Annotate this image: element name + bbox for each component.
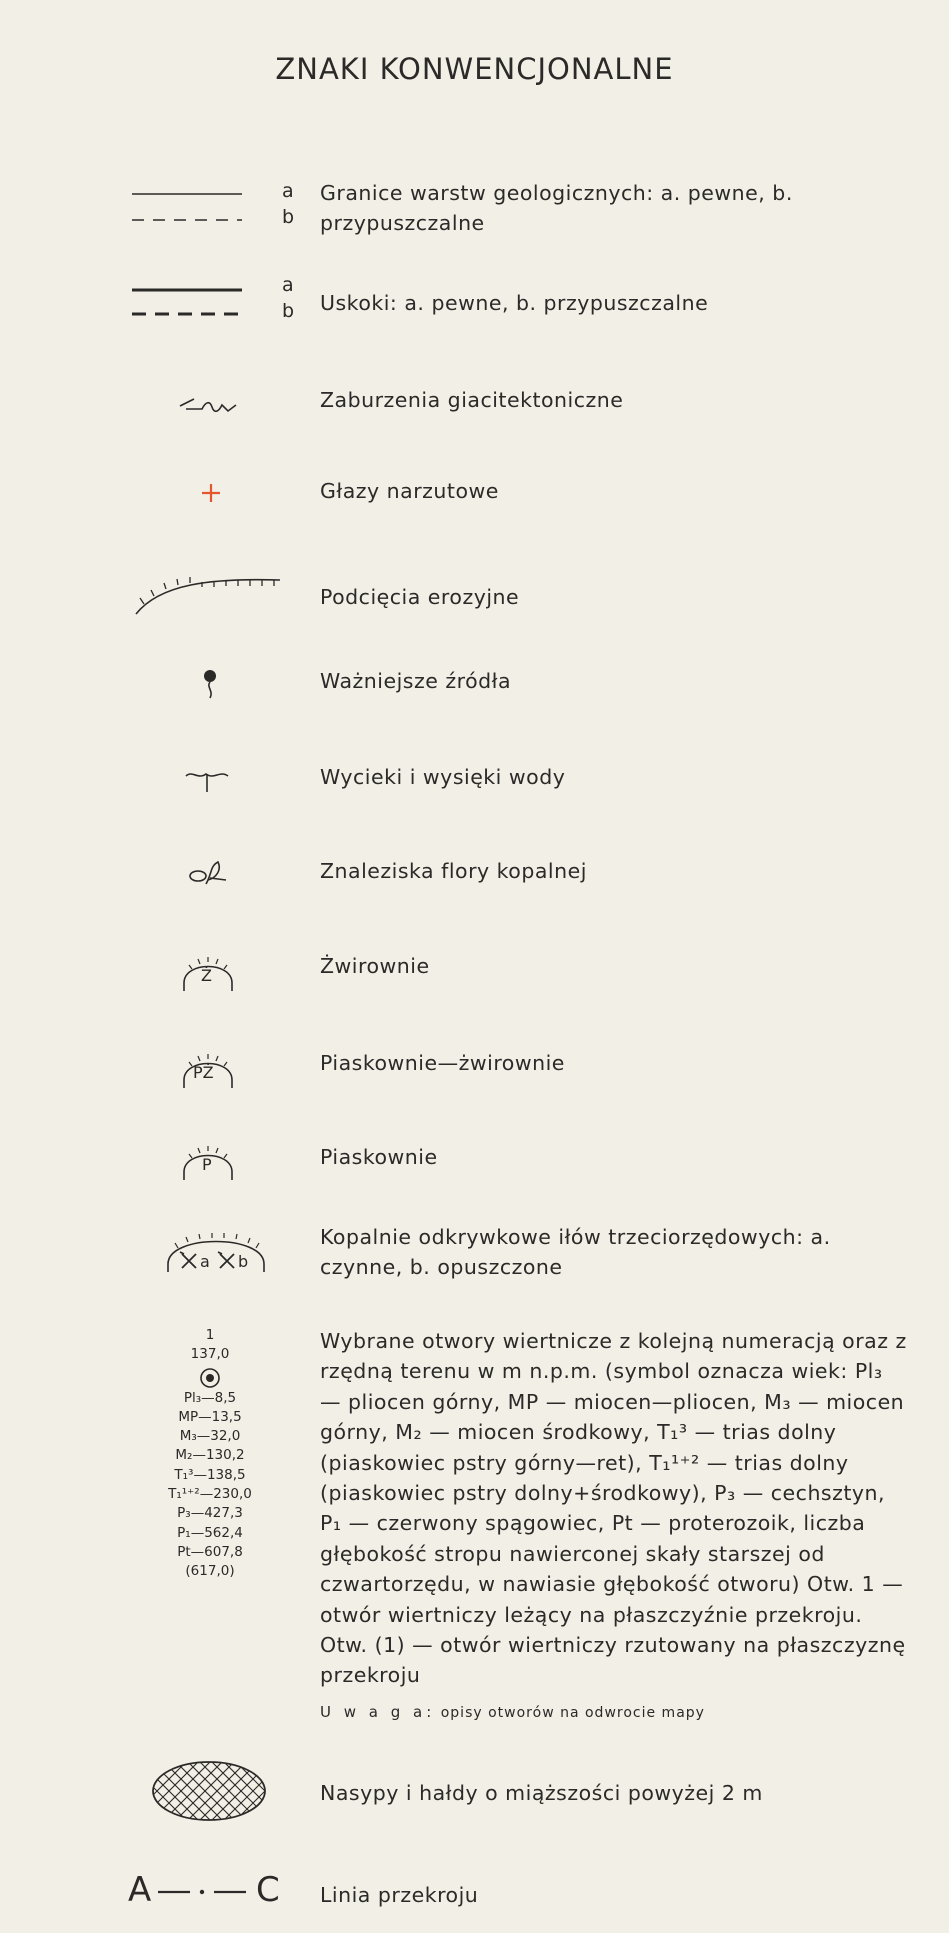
legend-row-sand-pits: [0, 1134, 949, 1184]
borehole-layer: T₁³—138,5: [174, 1466, 246, 1483]
legend-row-gravel-pits: [0, 945, 949, 995]
spring-icon: [200, 668, 220, 702]
section-line-icon: [156, 1880, 256, 1900]
legend-text: Znaleziska flory kopalnej: [320, 859, 587, 883]
legend-text: Linia przekroju: [320, 1883, 479, 1907]
legend-row-flora: [0, 856, 949, 896]
dump-icon: [148, 1758, 270, 1824]
note: [320, 1703, 705, 1721]
borehole-layer: P₃—427,3: [177, 1505, 243, 1522]
legend-row-dumps: [0, 1758, 949, 1828]
section-label-a: A: [128, 1870, 153, 1910]
borehole-elevation: 137,0: [190, 1346, 230, 1363]
borehole-symbol: [150, 1326, 270, 1582]
borehole-layer: T₁¹⁺²—230,0: [168, 1486, 252, 1503]
flora-icon: [186, 858, 230, 890]
label-a: a: [282, 274, 294, 296]
legend-row-section-line: [0, 1870, 949, 1920]
borehole-layer: MP—13,5: [178, 1408, 242, 1425]
legend-text: Nasypy i hałdy o miąższości powyżej 2 m: [320, 1781, 763, 1805]
legend-text: Kopalnie odkrywkowe iłów trzeciorzędowych: a. czynne, b. opuszczone: [320, 1225, 831, 1279]
seepage-icon: [184, 766, 232, 796]
legend-row-erratics: [0, 476, 949, 516]
pit-label: Ż: [201, 966, 212, 985]
note-text: opisy otworów na odwrocie mapy: [440, 1705, 705, 1721]
legend-text: Granice warstw geologicznych: a. pewne, b. przypuszczalne: [320, 181, 793, 235]
pit-label-a: a: [200, 1252, 210, 1271]
legend-row-clay-mines: [0, 1216, 949, 1286]
clay-mine-icon: [160, 1220, 272, 1280]
section-label-c: C: [256, 1870, 281, 1910]
legend-text: Żwirownie: [320, 954, 430, 978]
borehole-layer: M₃—32,0: [179, 1428, 241, 1445]
legend-text: Wycieki i wysięki wody: [320, 765, 566, 789]
legend-text: Głazy narzutowe: [320, 479, 499, 503]
borehole-layer: P₁—562,4: [177, 1524, 243, 1541]
borehole-icon: [198, 1367, 222, 1389]
legend-text: Piaskownie: [320, 1145, 438, 1169]
borehole-depth: (617,0): [185, 1563, 235, 1580]
legend-row-boreholes: [0, 1326, 949, 1688]
label-b: b: [282, 300, 295, 322]
plus-icon: [200, 482, 222, 504]
fault-lines-icon: [130, 278, 260, 324]
legend-row-seepage: [0, 762, 949, 802]
pit-label-b: b: [238, 1252, 249, 1271]
label-b: b: [282, 206, 295, 228]
borehole-number: 1: [205, 1327, 215, 1343]
page-title: ZNAKI KONWENCJONALNE: [275, 52, 674, 86]
note-label: U w a g a:: [320, 1703, 436, 1721]
boundary-lines-icon: [130, 184, 260, 230]
label-a: a: [282, 180, 294, 202]
borehole-layer: Pl₃—8,5: [183, 1389, 237, 1406]
borehole-layer: Pt—607,8: [177, 1543, 243, 1560]
legend-row-springs: [0, 666, 949, 706]
pit-label: P: [202, 1155, 212, 1174]
erosion-edge-icon: [130, 570, 290, 620]
legend-text: Podcięcia erozyjne: [320, 585, 520, 609]
legend-row-sand-gravel-pits: [0, 1042, 949, 1092]
glaciotectonic-icon: [178, 393, 240, 415]
legend-text: Ważniejsze źródła: [320, 669, 512, 693]
legend-text: Wybrane otwory wiertnicze z kolejną numeracją oraz z rzędną terenu w m n.p.m. (symbol oznacza wiek: Pl₃ — pliocen górny, MP — miocen—pliocen, M₃ — miocen górny, M₂ — miocen środkowy, T₁³ — trias dolny (piaskowiec pstry górny—ret), T₁¹⁺² — trias dolny (piaskowiec pstry dolny+środkowy), P₃ — cechsztyn, P₁ — czerwony spągowiec, Pt — proterozoik, liczba głębokość stropu nawierconej skały starszej od czwartorzędu, w nawiasie głębokość otworu) Otw. 1 — otwór wiertniczy leżący na płaszczyźnie przekroju. Otw. (1) — otwór wiertniczy rzutowany na płaszczyznę przekroju: [320, 1329, 907, 1688]
legend-row-faults: [0, 270, 949, 340]
legend-text: Piaskownie—żwirownie: [320, 1051, 565, 1075]
legend-row-boundaries: [0, 178, 949, 248]
legend-row-glaciotectonic: [0, 385, 949, 425]
pit-label: PŻ: [193, 1063, 214, 1082]
legend-text: Uskoki: a. pewne, b. przypuszczalne: [320, 291, 709, 315]
legend-text: Zaburzenia giacitektoniczne: [320, 388, 624, 412]
legend-row-erosion: [0, 570, 949, 620]
borehole-layer: M₂—130,2: [175, 1447, 245, 1464]
